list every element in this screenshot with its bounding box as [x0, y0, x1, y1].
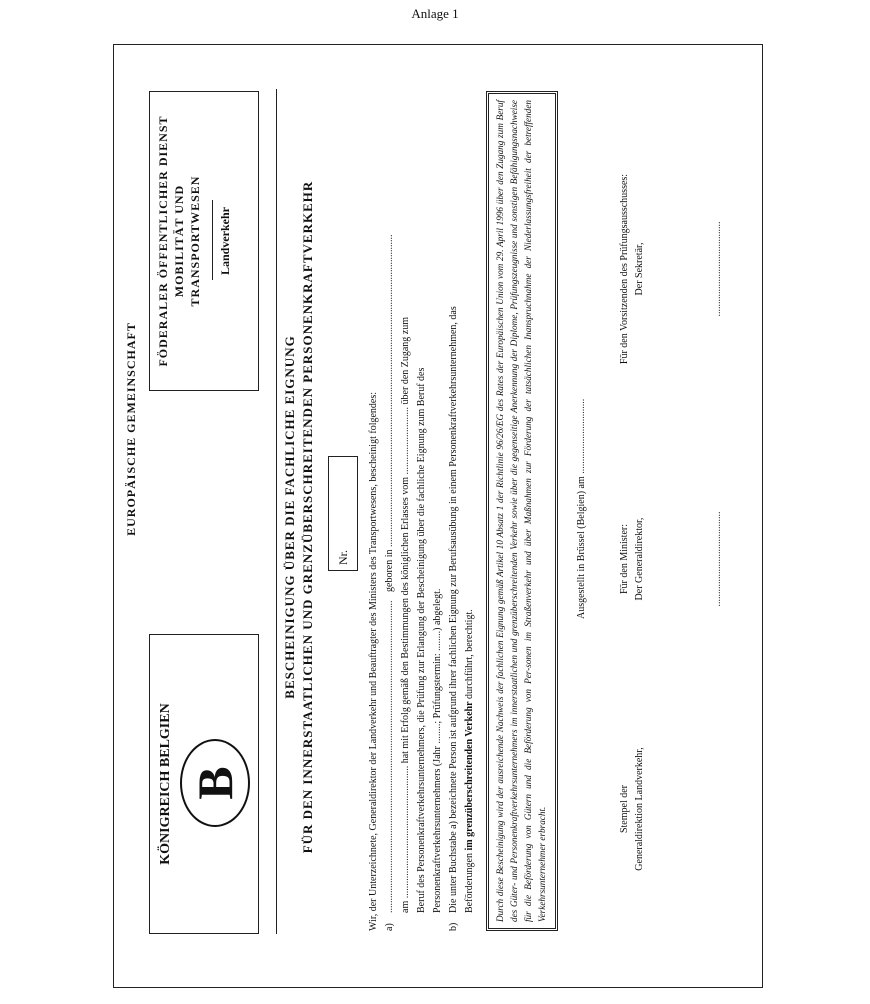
item-b-label: b) — [448, 922, 459, 931]
annex-label: Anlage 1 — [411, 6, 459, 21]
item-b-start: Beförderungen — [464, 853, 475, 913]
rotated-form — [114, 45, 764, 989]
belgium-emblem — [180, 739, 250, 827]
ministry-title-3: TRANSPORTWESEN — [188, 175, 202, 307]
chair-signature-line[interactable]: ...................................... — [712, 221, 723, 317]
number-label: Nr. — [336, 550, 350, 565]
number-field[interactable] — [328, 456, 358, 571]
intro-text: Wir, der Unterzeichnete, Generaldirektor der Landverkehr und Beauftragter des Ministers des Transportwesens, bescheinigt folgendes: — [368, 391, 379, 931]
certificate-heading-1: BESCHEINIGUNG ÜBER DIE FACHLICHE EIGNUNG — [282, 335, 297, 699]
dotted-field[interactable]: ............................................................................................................................. — [384, 234, 395, 547]
ministry-title-1: FÖDERALER ÖFFENTLICHER DIENST — [156, 115, 170, 367]
certificate-frame — [113, 44, 763, 988]
born-in-label: geboren in — [384, 549, 395, 592]
item-a-line-4: Personenkraftverkehrsunternehmers (Jahr ........; Prüfungstermin: ........) abgelegt. — [432, 588, 443, 913]
item-a-line-3: Beruf des Personenkraftverkehrsunternehmers, die Prüfung zur Erlangung der Bescheinigung über die fachliche Eignung zum Beruf des — [416, 367, 427, 913]
item-b-end: durchführt, berechtigt. — [464, 609, 475, 699]
legal-notice-text: Durch diese Bescheinigung wird der ausreichende Nachweis der fachlichen Eignung gemäß Artikel 10 Absatz 1 der Richtlinie 96/26/EG des Rates der Europäischen Union vom 29. April 1996 über den Zugang zum Beruf des Güter- und Personenkraftverkehrsunternehmers im innerstaatlichen und grenzüberschreitenden Verkehr sowie über die gegenseitige Anerkennung der Diplome, Prüfungszeugnisse und sonstigen Befähigungsnachweise für die Beförderung von Gütern und die Beförderung von Per-sonen im Straßenverkehr und über Maßnahmen zur Förderung der tatsächlichen Inanspruchnahme der Niederlassungsfreiheit der betreffenden Verkehrsunternehmer erbracht. — [495, 100, 547, 922]
issued-place-date: Ausgestellt in Brüssel (Belgien) am .............................. — [576, 398, 587, 619]
header-divider — [276, 89, 277, 934]
item-a-label: a) — [384, 923, 395, 931]
stamp-line-1: Stempel der — [619, 784, 630, 834]
minister-line-2: Der Generaldirektor, — [634, 517, 645, 601]
minister-signature-line[interactable]: ...................................... — [712, 511, 723, 607]
ministry-box — [149, 91, 259, 391]
emblem-letter: B — [187, 766, 243, 800]
ministry-dept: Landverkehr — [218, 207, 232, 276]
kingdom-title: KÖNIGREICH BELGIEN — [158, 703, 173, 865]
legal-notice-box — [486, 91, 558, 931]
item-a-line-2: am ..................................................... hat mit Erfolg gemäß den Bestimmungen des königlichen Erlasses vom ........................... über den Zugang zum — [400, 316, 411, 913]
item-b-emphasis: im grenzüberschreitenden Verkehr — [464, 701, 475, 851]
stamp-line-2: Generaldirektion Landverkehr, — [634, 747, 645, 871]
ministry-divider — [212, 200, 213, 280]
kingdom-box — [149, 634, 259, 934]
minister-line-1: Für den Minister: — [619, 524, 630, 594]
dotted-field[interactable]: ............................................................................................................................. — [384, 600, 395, 913]
item-a-line-1 — [384, 91, 395, 913]
certificate-heading-2: FÜR DEN INNERSTAATLICHEN UND GRENZÜBERSCHREITENDEN PERSONENKRAFTVERKEHR — [300, 180, 315, 854]
chair-line-1: Für den Vorsitzenden des Prüfungsausschusses: — [619, 173, 630, 365]
item-b-line-1: Die unter Buchstabe a) bezeichnete Person ist aufgrund ihrer fachlichen Eignung zur Berufsausübung in einem Personenkraftverkehrsunternehmen, das — [448, 306, 459, 913]
community-title: EUROPÄISCHE GEMEINSCHAFT — [124, 322, 138, 536]
chair-line-2: Der Sekretär, — [634, 242, 645, 296]
ministry-title-2: MOBILITÄT UND — [172, 184, 186, 298]
item-b-line-2 — [464, 91, 475, 913]
